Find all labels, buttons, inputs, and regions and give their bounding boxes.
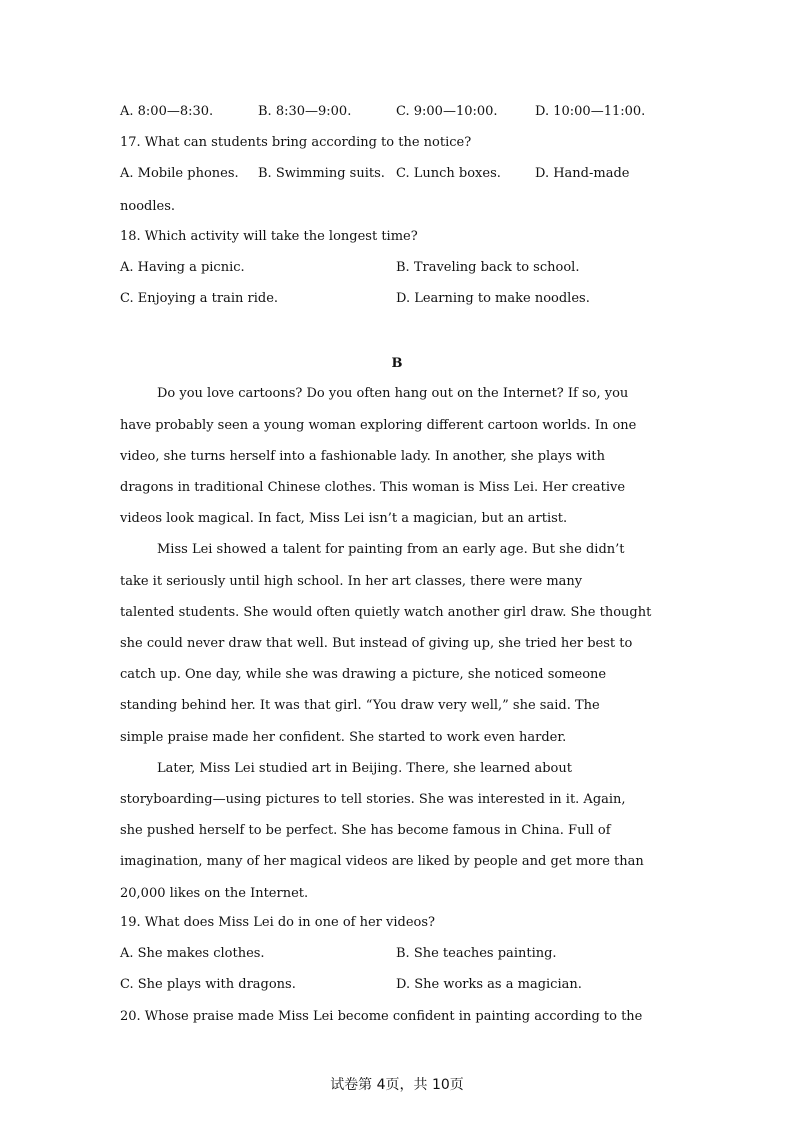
- passage-line: Do you love cartoons? Do you often hang out on the Internet? If so, you: [157, 386, 629, 401]
- q19-question: 19. What does Miss Lei do in one of her videos?: [120, 915, 435, 930]
- passage-line: standing behind her. It was that girl. “You draw very well,” she said. The: [120, 698, 600, 713]
- passage-line: she could never draw that well. But instead of giving up, she tried her best to: [120, 636, 633, 651]
- q18-option-c: C. Enjoying a train ride.: [120, 291, 279, 306]
- page-footer: 试卷第 4页，共 10页: [330, 1077, 464, 1093]
- q18-option-b: B. Traveling back to school.: [396, 260, 580, 275]
- q17-question: 17. What can students bring according to the notice?: [120, 135, 472, 150]
- passage-line: talented students. She would often quietly watch another girl draw. She thought: [120, 605, 652, 620]
- q16-option-a: A. 8:00—8:30.: [120, 104, 214, 119]
- q17-option-c: C. Lunch boxes.: [396, 166, 501, 181]
- q17-option-d: D. Hand-made: [535, 166, 630, 181]
- q18-option-a: A. Having a picnic.: [120, 260, 245, 275]
- passage-line: catch up. One day, while she was drawing a picture, she noticed someone: [120, 667, 607, 682]
- q17-option-d-wrap: noodles.: [120, 199, 176, 214]
- q18-question: 18. Which activity will take the longest time?: [120, 229, 418, 244]
- q16-option-d: D. 10:00—11:00.: [535, 104, 646, 119]
- passage-line: she pushed herself to be perfect. She has become famous in China. Full of: [120, 823, 611, 838]
- q19-option-b: B. She teaches painting.: [396, 946, 557, 961]
- q16-option-b: B. 8:30—9:00.: [258, 104, 352, 119]
- passage-line: imagination, many of her magical videos are liked by people and get more than: [120, 854, 644, 869]
- q19-option-c: C. She plays with dragons.: [120, 977, 296, 992]
- q17-option-a: A. Mobile phones.: [120, 166, 239, 181]
- passage-line: Later, Miss Lei studied art in Beijing. There, she learned about: [157, 761, 572, 776]
- passage-line: take it seriously until high school. In her art classes, there were many: [120, 574, 583, 589]
- passage-line: dragons in traditional Chinese clothes. This woman is Miss Lei. Her creative: [120, 480, 626, 495]
- passage-line: simple praise made her confident. She started to work even harder.: [120, 730, 567, 745]
- q17-option-b: B. Swimming suits.: [258, 166, 385, 181]
- q19-option-a: A. She makes clothes.: [120, 946, 265, 961]
- q20-question: 20. Whose praise made Miss Lei become confident in painting according to the: [120, 1009, 643, 1024]
- passage-line: videos look magical. In fact, Miss Lei isn’t a magician, but an artist.: [120, 511, 568, 526]
- passage-line: 20,000 likes on the Internet.: [120, 886, 309, 901]
- passage-line: Miss Lei showed a talent for painting from an early age. But she didn’t: [157, 542, 625, 557]
- passage-line: have probably seen a young woman exploring different cartoon worlds. In one: [120, 418, 637, 433]
- passage-line: video, she turns herself into a fashionable lady. In another, she plays with: [120, 449, 605, 464]
- section-b-heading: B: [391, 356, 403, 371]
- passage-line: storyboarding—using pictures to tell stories. She was interested in it. Again,: [120, 792, 626, 807]
- q18-option-d: D. Learning to make noodles.: [396, 291, 590, 306]
- q16-option-c: C. 9:00—10:00.: [396, 104, 498, 119]
- q19-option-d: D. She works as a magician.: [396, 977, 582, 992]
